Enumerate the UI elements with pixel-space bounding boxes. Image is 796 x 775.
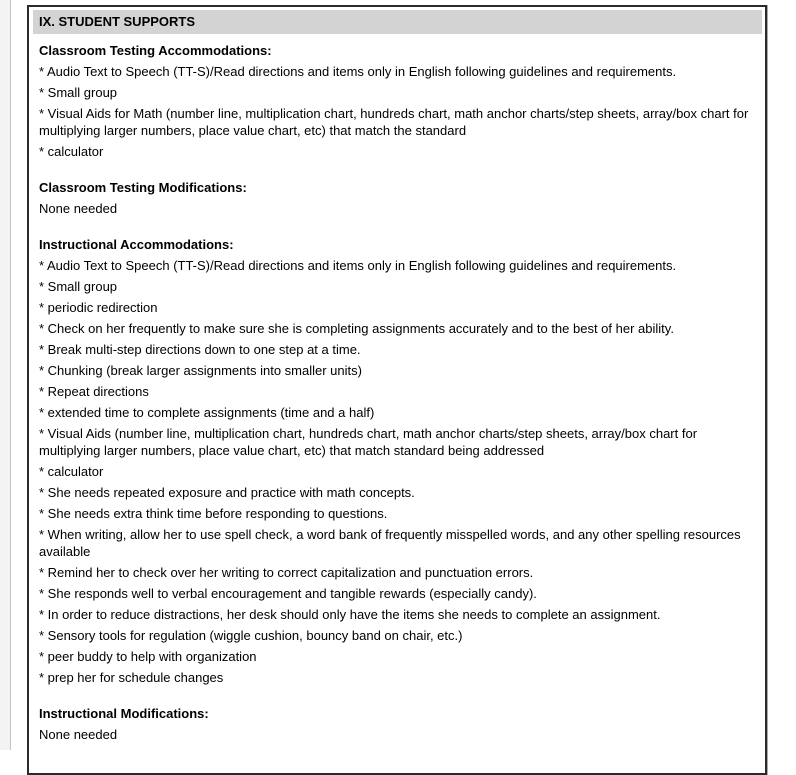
subsection-heading: Classroom Testing Accommodations: [39,43,272,58]
support-line: * peer buddy to help with organization [39,649,257,664]
support-line: * Audio Text to Speech (TT-S)/Read directions and items only in English following guidelines and requirements. [39,258,677,273]
subsection [39,236,757,686]
subsection-heading: Instructional Accommodations: [39,237,234,252]
support-line: * calculator [39,144,104,159]
support-line: * Break multi-step directions down to one step at a time. [39,342,361,357]
support-line: * She needs extra think time before responding to questions. [39,506,388,521]
section-content [29,34,765,743]
support-line: * prep her for schedule changes [39,670,224,685]
support-line: * calculator [39,464,104,479]
subsection-heading: Classroom Testing Modifications: [39,180,247,195]
support-line: * She responds well to verbal encouragement and tangible rewards (especially candy). [39,586,537,601]
page-edge [0,0,11,750]
support-line: * Remind her to check over her writing to correct capitalization and punctuation errors. [39,565,534,580]
support-line: * periodic redirection [39,300,158,315]
subsection-heading: Instructional Modifications: [39,706,209,721]
student-supports-section [27,5,767,775]
subsection [39,42,757,160]
support-line: None needed [39,727,118,742]
support-line: * extended time to complete assignments (time and a half) [39,405,375,420]
support-line: * Small group [39,279,118,294]
subsection [39,705,757,743]
support-line: * Check on her frequently to make sure she is completing assignments accurately and to the best of her ability. [39,321,674,336]
support-line: None needed [39,201,118,216]
support-line: * She needs repeated exposure and practice with math concepts. [39,485,415,500]
section-header [33,10,762,34]
support-line: * Audio Text to Speech (TT-S)/Read directions and items only in English following guidelines and requirements. [39,64,677,79]
subsection [39,179,757,217]
support-line: * In order to reduce distractions, her desk should only have the items she needs to complete an assignment. [39,607,661,622]
support-line: * Sensory tools for regulation (wiggle cushion, bouncy band on chair, etc.) [39,628,463,643]
section-title: IX. STUDENT SUPPORTS [39,14,196,29]
support-line: * Repeat directions [39,384,149,399]
support-line: * Visual Aids for Math (number line, multiplication chart, hundreds chart, math anchor charts/step sheets, array/box chart for multiplying larger numbers, place value chart, etc) that match the standard [39,106,749,138]
support-line: * Small group [39,85,118,100]
support-line: * Chunking (break larger assignments into smaller units) [39,363,362,378]
support-line: * Visual Aids (number line, multiplication chart, hundreds chart, math anchor charts/step sheets, array/box chart for multiplying larger numbers, place value chart, etc) that match standard being addressed [39,426,698,458]
support-line: * When writing, allow her to use spell check, a word bank of frequently misspelled words, and any other spelling resources available [39,527,741,559]
